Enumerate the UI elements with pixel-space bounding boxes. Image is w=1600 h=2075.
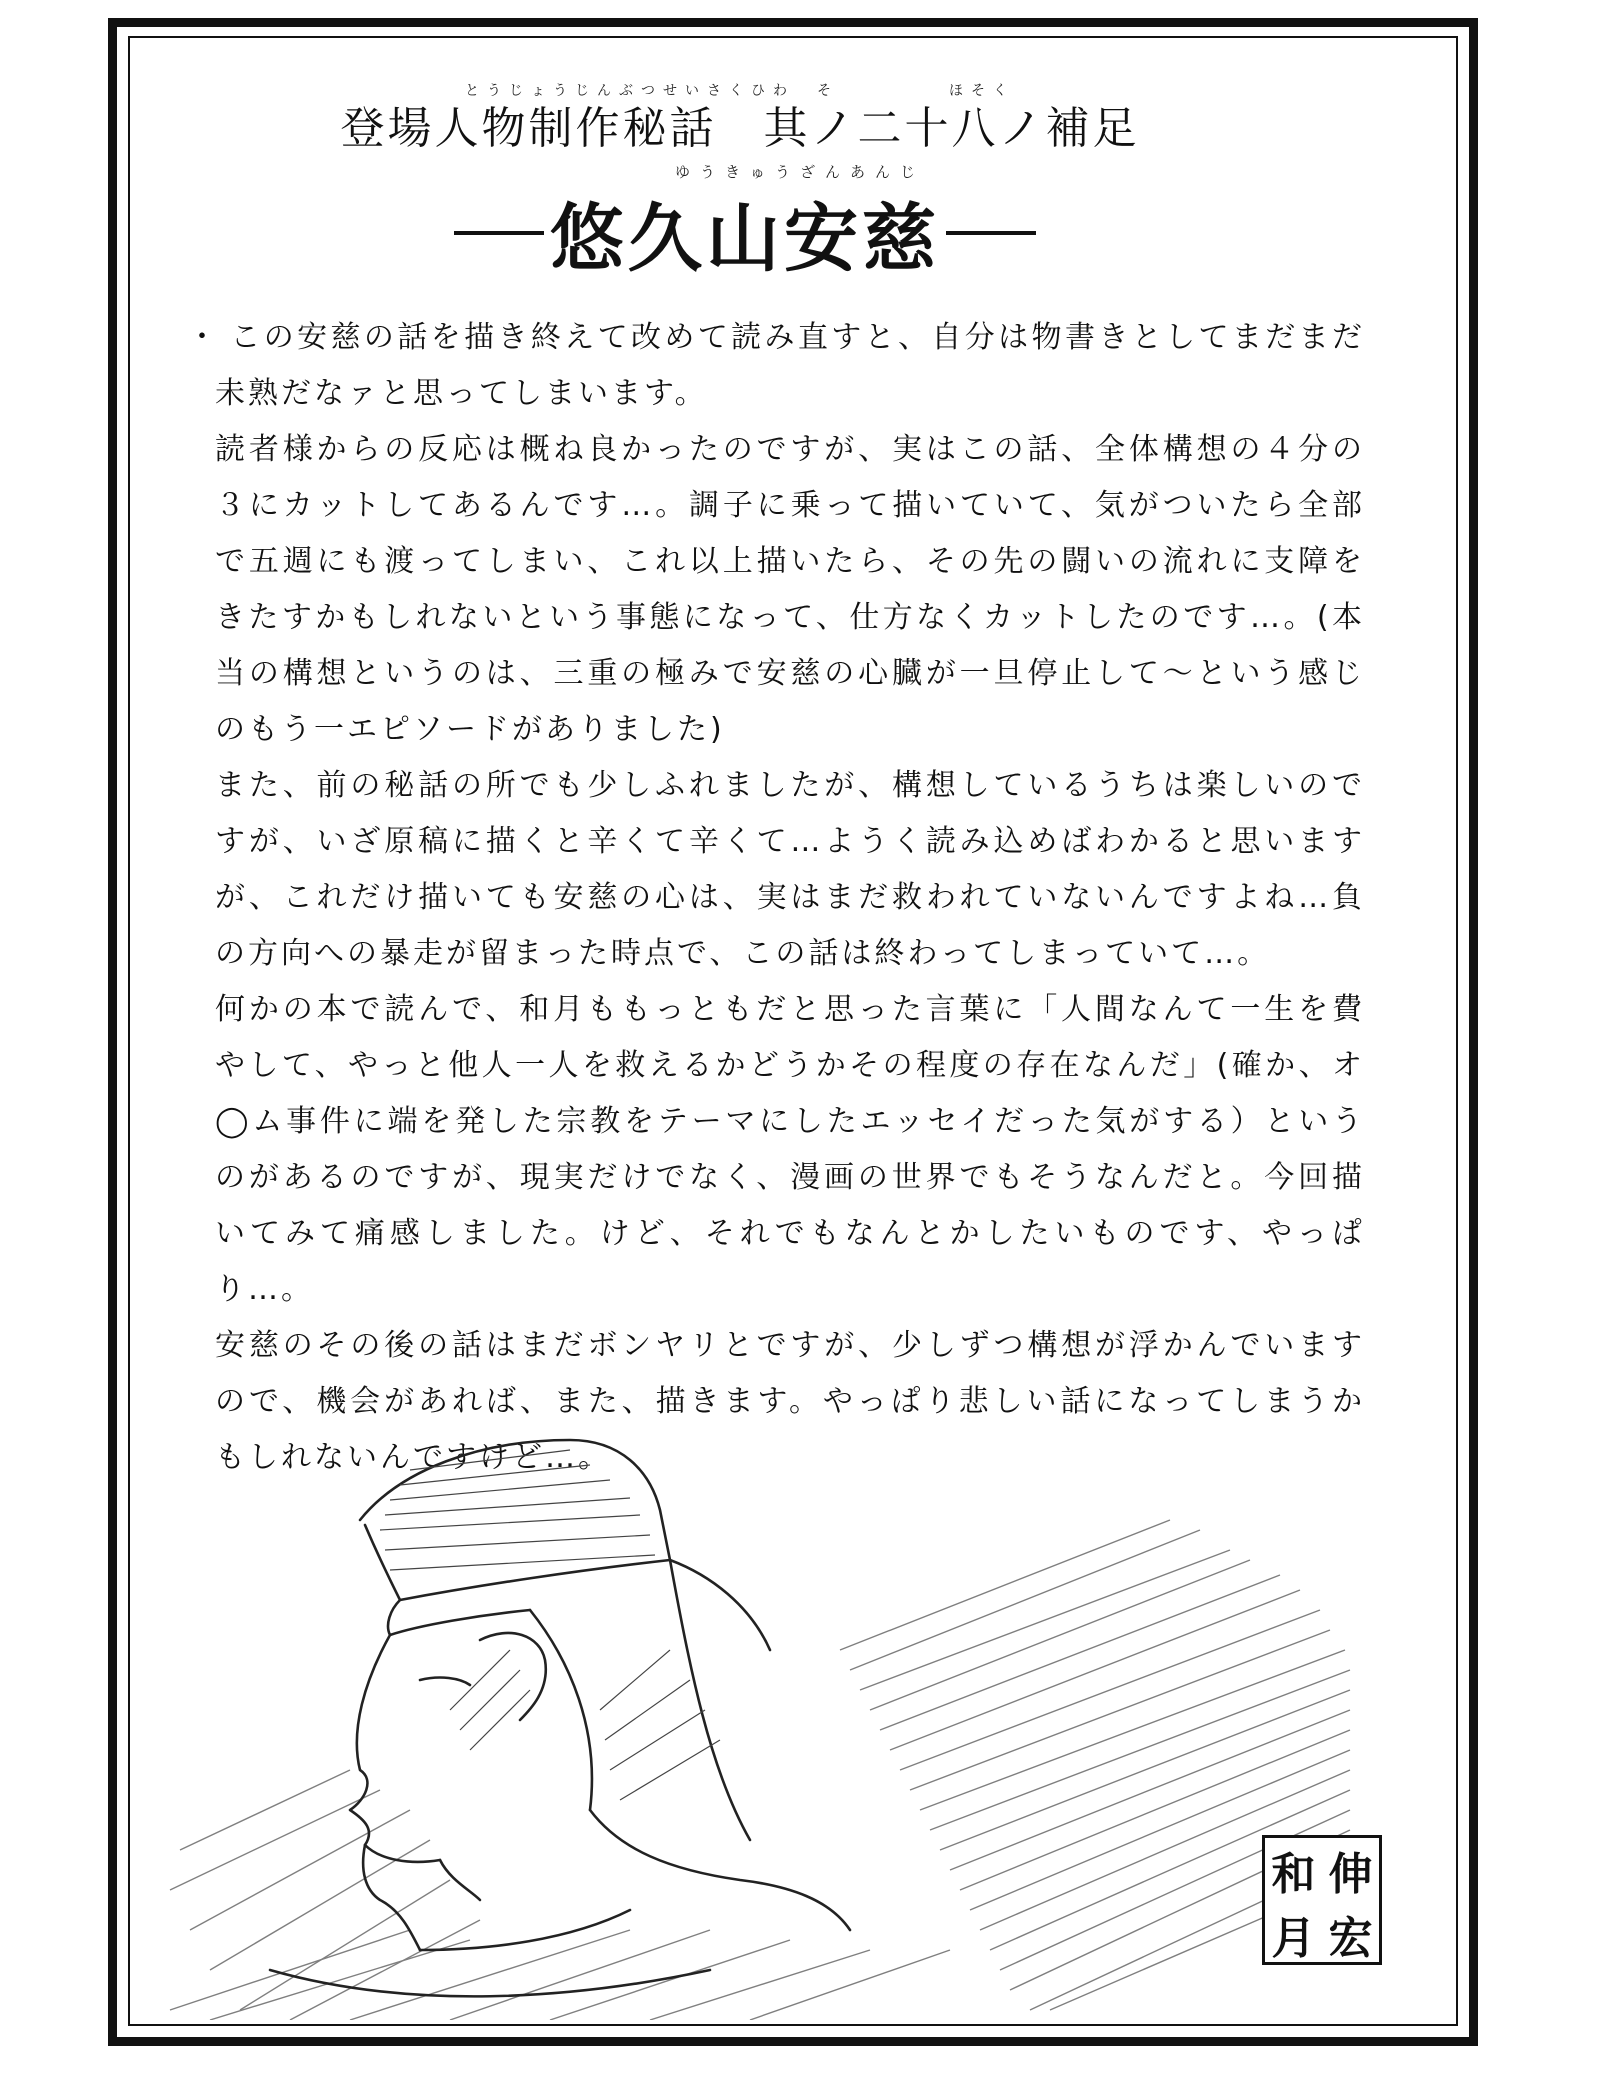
- paragraph: [187, 310, 1366, 422]
- character-name-line: [40, 180, 1450, 286]
- character-name: 悠久山安慈: [550, 196, 940, 283]
- seal-char: 月: [1271, 1913, 1316, 1964]
- series-title-ruby: とうじょうじんぶつせいさくひわ そ ほそく: [465, 83, 1015, 99]
- paragraph-text: この安慈の話を描き終えて改めて読み直すと、自分は物書きとしてまだまだ未熟だなァと思ってしまいます。: [215, 320, 1366, 411]
- bullet: ・: [187, 320, 221, 355]
- paragraph: また、前の秘話の所でも少しふれましたが、構想しているうちは楽しいのですが、いざ原稿に描くと辛くて辛くて…ようく読み込めばわかると思いますが、これだけ描いても安慈の心は、実はまだ救われていないんですよね…負の方向への暴走が留まった時点で、この話は終わってしまっていて…。: [215, 768, 1365, 971]
- essay-body: [187, 310, 1366, 1486]
- character-name-ruby: ゆうきゅうざんあんじ: [674, 163, 925, 182]
- paragraph: 読者様からの反応は概ね良かったのですが、実はこの話、全体構想の４分の３にカットしてあるんです…。調子に乗って描いていて、気がついたら全部で五週にも渡ってしまい、これ以上描いたら、その先の闘いの流れに支障をきたすかもしれないという事態になって、仕方なくカットしたのです…。(本当の構想というのは、三重の極みで安慈の心臓が一旦停止して〜という感じのもう一エピソードがありました): [215, 432, 1365, 747]
- right-dash: [946, 231, 1036, 235]
- seal-char: 伸: [1328, 1849, 1373, 1900]
- character-sketch-illustration: [150, 1410, 1450, 2020]
- artist-seal: [1262, 1835, 1382, 1965]
- paragraph: 何かの本で読んで、和月ももっともだと思った言葉に「人間なんて一生を費やして、やっと他人一人を救えるかどうかその程度の存在なんだ」(確か、オ◯ム事件に端を発した宗教をテーマにしたエッセイだった気がする）というのがあるのですが、現実だけでなく、漫画の世界でもそうなんだと。今回描いてみて痛感しました。けど、それでもなんとかしたいものです、やっぱり…。: [215, 992, 1365, 1307]
- figure-lines: [270, 1440, 850, 1996]
- header: [150, 80, 1450, 286]
- background-hatching: [170, 1520, 1350, 2020]
- paragraph: 安慈のその後の話はまだボンヤリとですが、少しずつ構想が浮かんでいますので、機会があれば、また、描きます。やっぱり悲しい話になってしまうかもしれないんですけど…。: [215, 1328, 1365, 1475]
- left-dash: [454, 231, 544, 235]
- series-title: 登場人物制作秘話 其ノ二十八ノ補足: [340, 103, 1140, 154]
- seal-char: 和: [1271, 1849, 1316, 1900]
- seal-char: 宏: [1328, 1913, 1373, 1964]
